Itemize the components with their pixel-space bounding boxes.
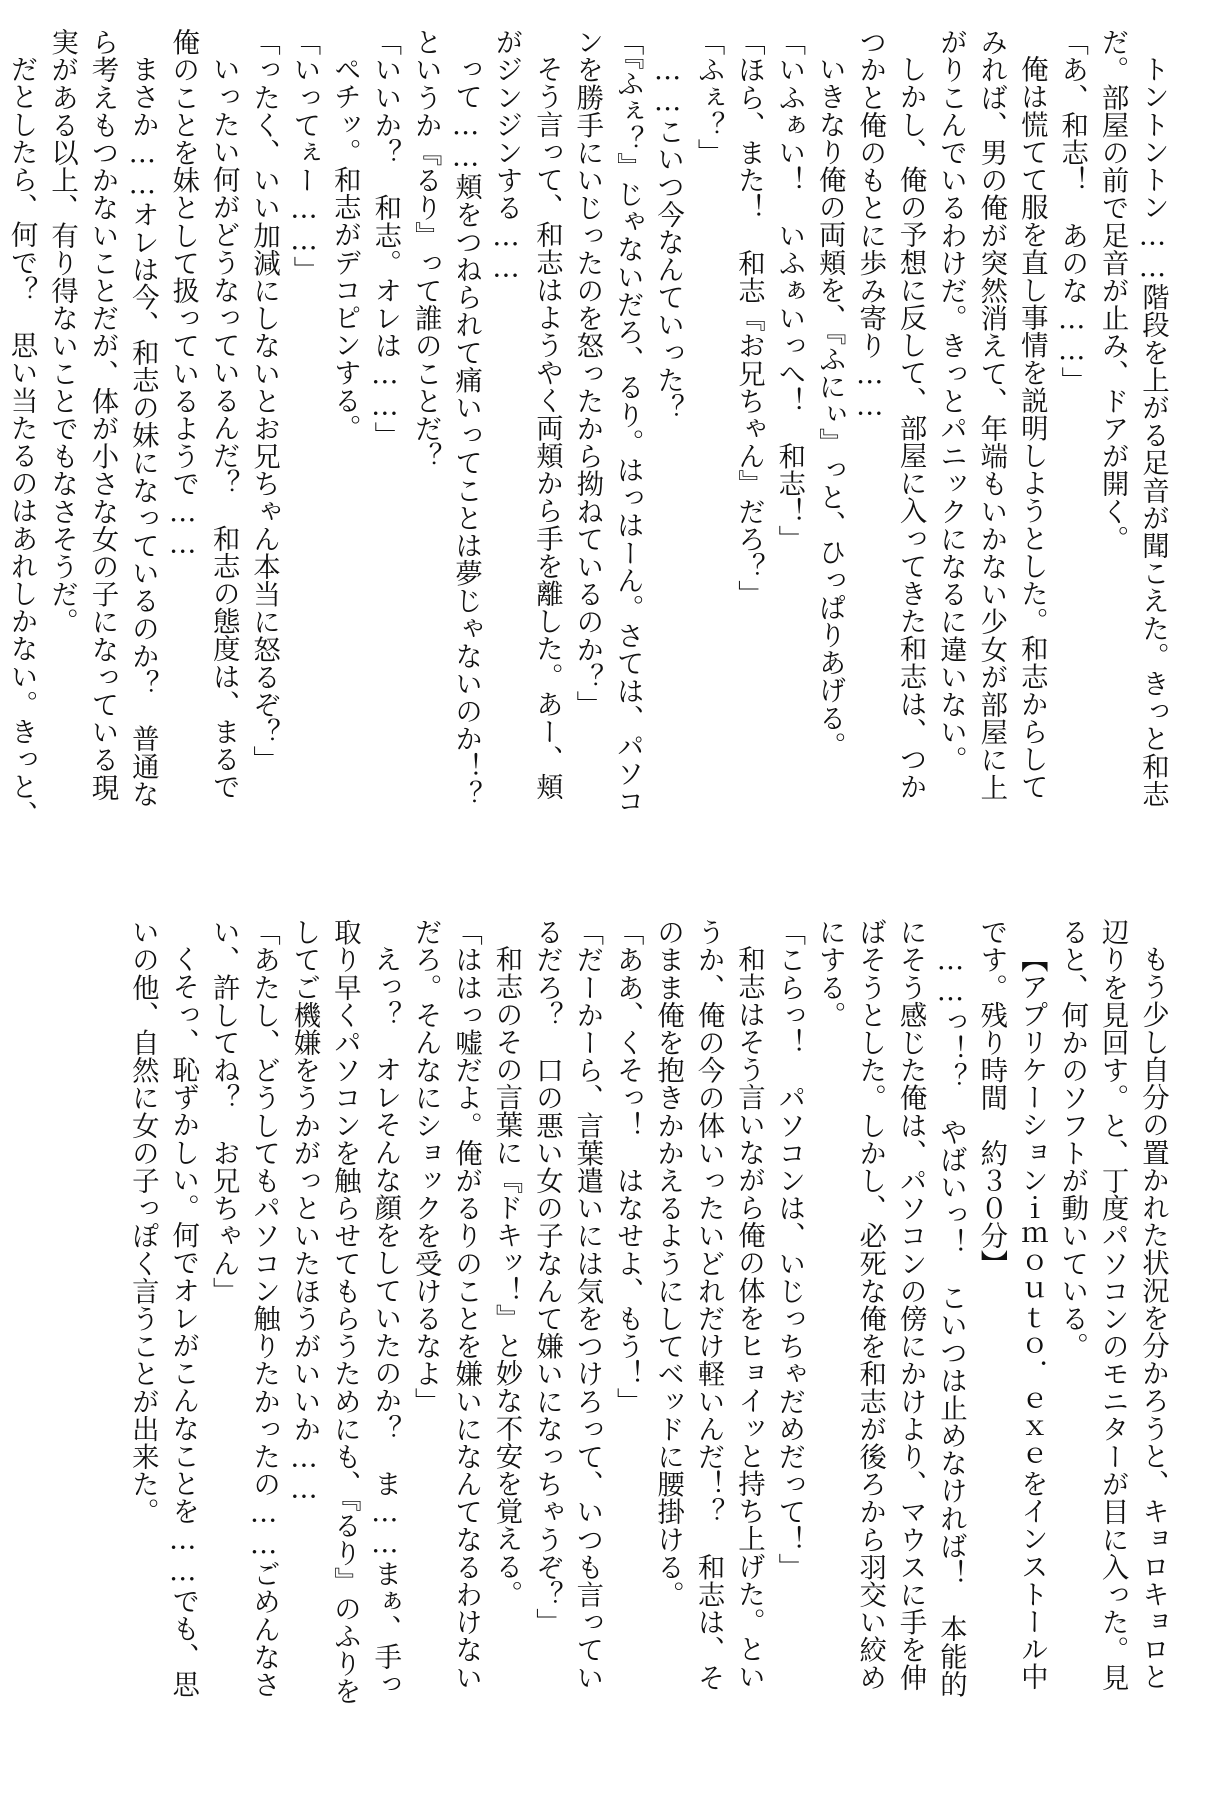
text-line: いの他、自然に女の子っぽく言うことが出来た。	[126, 918, 158, 1526]
text-line: 「『ふぇ？』じゃないだろ、るり。はっはーん。さては、パソコ	[611, 28, 643, 815]
text-line: のまま俺を抱きかかえるようにしてベッドに腰掛ける。	[652, 918, 684, 1608]
text-line: ら考えもつかないことだが、体が小さな女の子になっている現	[86, 28, 118, 801]
text-line: みれば、男の俺が突然消えて、年端もいかない少女が部屋に上	[975, 28, 1007, 801]
text-line: です。残り時間 約３０分】	[975, 918, 1007, 1277]
text-line: 「いふぁい！ いふぁいっへ！ 和志！」	[773, 28, 805, 553]
text-line: 「ああ、くそっ！ はなせよ、もう！」	[611, 918, 643, 1415]
text-line: ると、何かのソフトが動いている。	[1056, 918, 1088, 1360]
text-line: って……頬をつねられて痛いってことは夢じゃないのか！？	[450, 55, 482, 808]
text-line: もう少し自分の置かれた状況を分かろうと、キョロキョロと	[1137, 945, 1168, 1691]
text-line: 「あたし、どうしてもパソコン触りたかったの……ごめんなさ	[248, 918, 280, 1698]
text-line: 和志のその言葉に『ドキッ！』と妙な不安を覚える。	[490, 945, 522, 1608]
text-line: 「いってぇー……」	[288, 28, 320, 284]
text-line: まさか……オレは今、和志の妹になっているのか？ 普通な	[126, 55, 158, 808]
text-line: だとしたら、何で？ 思い当たるのはあれしかない。きっと、	[5, 55, 37, 828]
text-line: いったい何がどうなっているんだ？ 和志の態度は、まるで	[207, 55, 239, 801]
text-line: ンを勝手にいじったのを怒ったから拗ねているのか？」	[571, 28, 603, 718]
text-line: しかし、俺の予想に反して、部屋に入ってきた和志は、つか	[894, 55, 926, 801]
text-line: 和志はそう言いながら俺の体をヒョイッと持ち上げた。とい	[732, 945, 764, 1691]
text-line: 「あ、和志！ あのな……」	[1056, 28, 1088, 394]
text-line: 「ふぇ？」	[692, 28, 724, 166]
text-line: ペチッ。和志がデコピンする。	[328, 55, 360, 442]
text-line: してご機嫌をうかがっといたほうがいいか……	[288, 918, 320, 1505]
text-line: 「こらっ！ パソコンは、いじっちゃだめだって！」	[773, 918, 805, 1581]
text-line: というか『るり』って誰のことだ？	[409, 28, 441, 470]
text-line: つかと俺のもとに歩み寄り……	[854, 28, 886, 422]
text-line: ばそうとした。しかし、必死な俺を和志が後ろから羽交い絞め	[854, 918, 886, 1691]
text-line: うか、俺の今の体いったいどれだけ軽いんだ！？ 和志は、そ	[692, 918, 724, 1691]
text-line: 辺りを見回す。と、丁度パソコンのモニターが目に入った。見	[1096, 918, 1128, 1691]
text-line: だ。部屋の前で足音が止み、ドアが開く。	[1096, 28, 1128, 553]
text-line: 「ったく、いい加減にしないとお兄ちゃん本当に怒るぞ？」	[248, 28, 280, 774]
text-line: ……こいつ今なんていった？	[652, 55, 684, 421]
text-line: そう言って、和志はようやく両頬から手を離した。あー、頬	[530, 55, 562, 801]
text-line: 俺は慌てて服を直し事情を説明しようとした。和志からして	[1015, 55, 1047, 801]
text-line: 取り早くパソコンを触らせてもらうためにも、『るり』のふりを	[328, 918, 360, 1705]
text-line: 俺のことを妹として扱っているようで……	[167, 28, 199, 560]
lower-text-block	[121, 918, 1172, 1780]
text-line: ……っ！？ やばいっ！ こいつは止めなければ！ 本能的	[934, 945, 966, 1698]
text-line: がりこんでいるわけだ。きっとパニックになるに違いない。	[934, 28, 966, 774]
text-line: 「いいか？ 和志。オレは……」	[369, 28, 401, 450]
text-line: くそっ、恥ずかしい。何でオレがこんなことを……でも、思	[167, 945, 199, 1698]
text-line: トントントン……階段を上がる足音が聞こえた。きっと和志	[1137, 55, 1168, 808]
text-line: にする。	[813, 918, 845, 1029]
text-line: るだろ？ 口の悪い女の子なんて嫌いになっちゃうぞ？」	[530, 918, 562, 1636]
text-line: にそう感じた俺は、パソコンの傍にかけより、マウスに手を伸	[894, 918, 926, 1691]
text-line: 「ほら、また！ 和志『お兄ちゃん』だろ？」	[732, 28, 764, 608]
text-line: いきなり俺の両頬を、『ふにぃ』っと、ひっぱりあげる。	[813, 55, 845, 759]
text-line: い、許してね？ お兄ちゃん」	[207, 918, 239, 1305]
text-line: 「ははっ嘘だよ。俺がるりのことを嫌いになんてなるわけない	[450, 918, 482, 1691]
text-line: がジンジンする……	[490, 28, 522, 284]
text-line: 「だーかーら、言葉遣いには気をつけろって、いつも言ってい	[571, 918, 603, 1691]
upper-text-block	[0, 28, 1172, 890]
text-line: 実がある以上、有り得ないことでもなさそうだ。	[46, 28, 78, 636]
text-line: えっ？ オレそんな顔をしていたのか？ ま……まぁ、手っ	[369, 945, 401, 1698]
text-line: だろ。そんなにショックを受けるなよ」	[409, 918, 441, 1415]
text-line: 【アプリケーションｉｍｏｕｔｏ．ｅｘｅをインストール中	[1015, 945, 1047, 1691]
